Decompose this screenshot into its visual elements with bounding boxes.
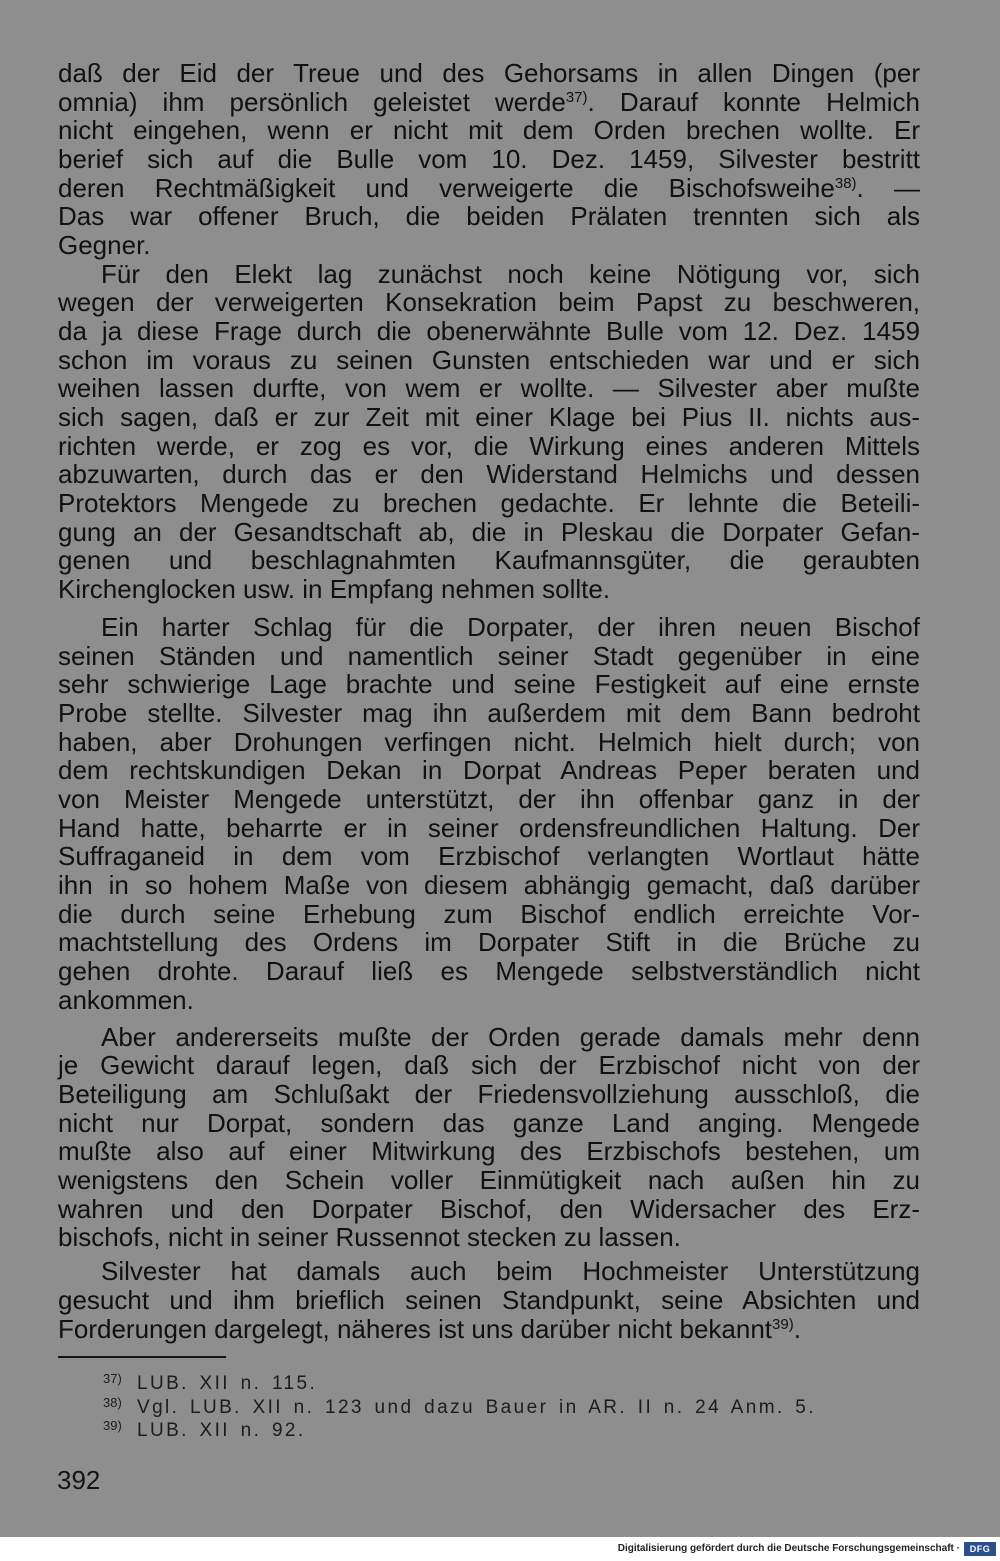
text-line: wahren und den Dorpater Bischof, den Widersacher des Erz-: [58, 1193, 920, 1224]
text-segment: omnia) ihm persönlich geleistet werde: [58, 86, 566, 117]
footnote-reference: 38): [834, 174, 857, 192]
paragraph: [58, 1257, 920, 1343]
text-line: abzuwarten, durch das er den Widerstand Helmichs und dessen: [58, 459, 920, 490]
text-line: Kirchenglocken usw. in Empfang nehmen sollte.: [58, 574, 611, 605]
text-line: haben, aber Drohungen verfingen nicht. Helmich hielt durch; von: [58, 726, 920, 757]
text-line: Ein harter Schlag für die Dorpater, der ihren neuen Bischof: [101, 612, 920, 643]
footnote-separator: [58, 1356, 226, 1358]
paragraph: [58, 59, 920, 260]
paragraph: [58, 260, 920, 604]
text-line: bischofs, nicht in seiner Russennot stecken zu lassen.: [58, 1222, 681, 1253]
text-line: richten werde, er zog es vor, die Wirkung eines anderen Mittels: [58, 430, 920, 461]
page-number: 392: [57, 1465, 101, 1495]
text-line: gung an der Gesandtschaft ab, die in Pleskau die Dorpater Gefan-: [58, 516, 920, 547]
text-line: berief sich auf die Bulle vom 10. Dez. 1459, Silvester bestritt: [58, 144, 920, 175]
text-line: ihn in so hohem Maße von diesem abhängig gemacht, daß darüber: [58, 870, 920, 901]
text-line: gesucht und ihm brieflich seinen Standpunkt, seine Absichten und: [58, 1285, 920, 1316]
text-line: Protektors Mengede zu brechen gedachte. Er lehnte die Beteili-: [58, 488, 920, 519]
text-segment: .: [793, 1313, 801, 1344]
text-line: Gegner.: [58, 230, 151, 261]
text-line: wenigstens den Schein voller Einmütigkeit nach außen hin zu: [58, 1165, 920, 1196]
funding-notice: Digitalisierung gefördert durch die Deutsche Forschungsgemeinschaft ·: [617, 1543, 960, 1554]
text-segment: Forderungen dargelegt, näheres ist uns darüber nicht bekannt: [58, 1313, 773, 1344]
text-line: schon im voraus zu seinen Gunsten entschieden war und er sich: [58, 344, 920, 375]
text-line: [58, 1315, 920, 1344]
text-line: Für den Elekt lag zunächst noch keine Nötigung vor, sich: [101, 258, 920, 289]
text-line: weihen lassen durfte, von wem er wollte. — Silvester aber mußte: [58, 373, 920, 404]
footnote-text: Vgl. LUB. XII n. 123 und dazu Bauer in AR. II n. 24 Anm. 5.: [137, 1396, 816, 1418]
text-line: die durch seine Erhebung zum Bischof endlich erreichte Vor-: [58, 898, 920, 929]
footnote: $^{37)}$ LUB. XII n. 115.: [103, 1371, 318, 1394]
text-segment: . —: [856, 172, 920, 203]
text-line: gehen drohte. Darauf ließ es Mengede selbstverständlich nicht: [58, 956, 920, 987]
footnote-reference: 39): [772, 1315, 794, 1333]
text-line: da ja diese Frage durch die obenerwähnte Bulle vom 12. Dez. 1459: [58, 316, 920, 347]
text-line: Suffraganeid in dem vom Erzbischof verlangten Wortlaut hätte: [58, 841, 920, 872]
text-line: nicht nur Dorpat, sondern das ganze Land anging. Mengede: [58, 1107, 920, 1138]
text-line: dem rechtskundigen Dekan in Dorpat Andreas Peper beraten und: [58, 755, 920, 786]
main-text: [58, 59, 920, 1343]
text-segment: deren Rechtmäßigkeit und verweigerte die Bischofsweihe: [58, 172, 835, 203]
dfg-logo-icon: DFG: [964, 1542, 996, 1556]
paragraph: [58, 613, 920, 1014]
text-line: ankommen.: [58, 984, 194, 1015]
footnote-text: LUB. XII n. 115.: [137, 1373, 318, 1394]
text-line: wegen der verweigerten Konsekration beim Papst zu beschweren,: [58, 287, 920, 318]
footnotes: [103, 1372, 963, 1443]
footnote: $^{39)}$ LUB. XII n. 92.: [103, 1418, 306, 1441]
text-segment: . Darauf konnte Helmich: [587, 86, 920, 117]
text-line: [58, 174, 920, 203]
text-line: Beteiligung am Schlußakt der Friedensvollziehung ausschloß, die: [58, 1079, 920, 1110]
text-line: je Gewicht darauf legen, daß sich der Erzbischof nicht von der: [58, 1050, 920, 1081]
text-line: Hand hatte, beharrte er in seiner ordensfreundlichen Haltung. Der: [58, 812, 920, 843]
text-line: Silvester hat damals auch beim Hochmeister Unterstützung: [101, 1256, 920, 1287]
text-line: machtstellung des Ordens im Dorpater Stift in die Brüche zu: [58, 927, 920, 958]
text-line: nicht eingehen, wenn er nicht mit dem Orden brechen wollte. Er: [58, 115, 920, 146]
text-line: Probe stellte. Silvester mag ihn außerdem mit dem Bann bedroht: [58, 698, 920, 729]
paragraph: [58, 1023, 920, 1252]
text-line: von Meister Mengede unterstützt, der ihn offenbar ganz in der: [58, 784, 920, 815]
footnote-text: LUB. XII n. 92.: [137, 1420, 306, 1441]
text-line: seinen Ständen und namentlich seiner Stadt gegenüber in eine: [58, 640, 920, 671]
text-line: Das war offener Bruch, die beiden Prälaten trennten sich als: [58, 201, 920, 232]
text-line: daß der Eid der Treue und des Gehorsams in allen Dingen (per: [58, 58, 920, 88]
text-line: Aber andererseits mußte der Orden gerade damals mehr denn: [101, 1021, 920, 1052]
text-line: genen und beschlagnahmten Kaufmannsgüter, die geraubten: [58, 545, 920, 576]
text-line: [58, 88, 920, 117]
text-line: sich sagen, daß er zur Zeit mit einer Klage bei Pius II. nichts aus-: [58, 402, 920, 433]
footer-bar: [0, 1537, 1000, 1561]
footnote-reference: 37): [565, 88, 588, 106]
text-line: sehr schwierige Lage brachte und seine Festigkeit auf eine ernste: [58, 669, 920, 700]
footnote: $^{38)}$ Vgl. LUB. XII n. 123 und dazu Bauer in AR. II n. 24 Anm. 5.: [103, 1394, 816, 1418]
text-line: mußte also auf einer Mitwirkung des Erzbischofs bestehen, um: [58, 1136, 920, 1167]
